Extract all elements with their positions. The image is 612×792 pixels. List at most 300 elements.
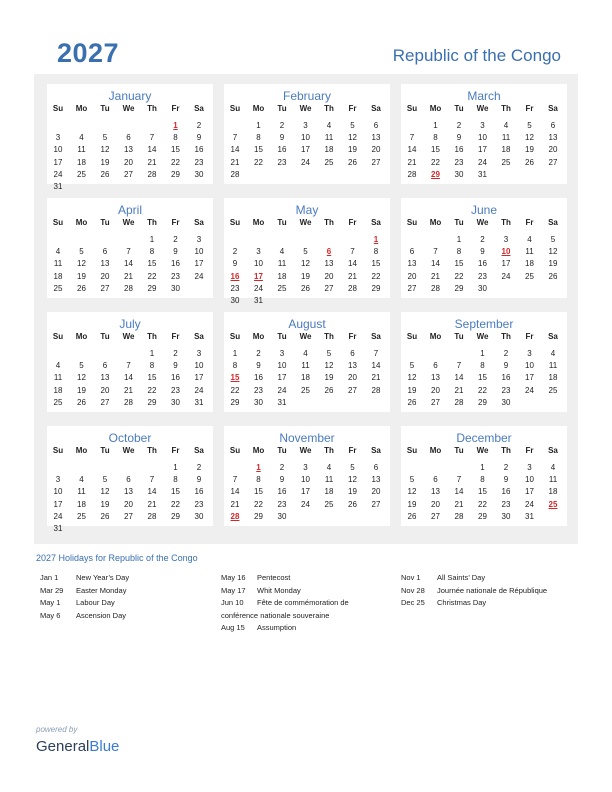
month-name: November [279,431,335,445]
weekday-label: Su [52,218,64,227]
calendar-day: 2 [196,463,202,472]
calendar-day: 6 [102,361,108,371]
month-july [47,312,213,412]
calendar-day: 23 [454,157,464,167]
holiday-entry [221,598,396,611]
weekday-label: Tu [454,104,464,113]
calendar-day: 3 [480,121,485,130]
calendar-day: 29 [230,397,240,407]
calendar-day: 26 [525,157,534,167]
month-name: February [282,89,332,103]
calendar-day: 8 [173,475,178,485]
country-name: Republic of the Congo [392,46,561,65]
weekday-label: Mo [75,104,88,113]
weekday-label: Su [229,446,241,455]
weekday-header [224,332,390,344]
generalblue-logo[interactable] [36,738,119,755]
weekday-label: Tu [454,218,464,227]
holidays-title: 2027 Holidays for Republic of the Congo [36,553,198,563]
weekday-label: Fr [171,104,180,113]
calendar-day: 1 [149,235,155,244]
month-name: July [119,317,141,331]
calendar-day: 28 [124,397,133,407]
calendar-day: 31 [53,524,63,533]
calendar-day: 14 [407,145,417,155]
weekday-label: Su [52,104,64,113]
calendar-day: 16 [194,487,204,497]
calendar-day: 3 [303,121,308,130]
calendar-day: 27 [431,511,440,521]
calendar-day: 21 [147,499,157,509]
calendar-day: 19 [548,259,558,269]
calendar-day: 15 [171,487,180,497]
weekday-label: Mo [252,332,265,341]
calendar-day: 9 [196,475,202,485]
holiday-date: 6 [326,247,332,257]
holiday-date-label: May 17 [221,585,246,595]
powered-by-text: powered by [36,725,78,734]
calendar-day: 30 [171,397,180,407]
calendar-day: 24 [301,499,310,509]
weekday-label: Th [147,332,157,341]
calendar-day: 11 [77,487,86,497]
calendar-day: 24 [525,499,534,509]
calendar-day: 21 [124,271,133,281]
calendar-day: 12 [77,259,86,269]
calendar-day: 20 [548,145,558,155]
calendar-day: 24 [194,385,204,395]
calendar-day: 26 [77,397,86,407]
calendar-day: 27 [371,499,381,509]
weekday-header [47,104,213,116]
calendar-day: 11 [301,361,310,371]
calendar-day: 24 [301,157,310,167]
calendar-day: 27 [100,283,110,293]
calendar-day: 28 [454,397,464,407]
calendar-day: 1 [480,463,485,472]
holiday-date-label: Aug 15 [221,623,245,632]
holiday-date: 25 [548,499,558,509]
holiday-name: Christmas Day [437,598,487,607]
month-name: October [108,431,152,445]
calendar-day: 4 [527,235,532,244]
month-name: June [470,203,498,217]
weekday-header [47,332,213,344]
calendar-day: 30 [171,283,180,293]
calendar-day: 24 [194,271,204,281]
weekday-header [47,218,213,230]
weekday-label: Th [501,218,511,227]
calendar-day: 12 [324,361,334,371]
holiday-name: Labour Day [76,598,115,607]
calendar-day: 2 [279,121,285,130]
holiday-list-column [221,573,396,636]
calendar-day: 3 [196,235,202,244]
calendar-day: 13 [431,373,440,383]
month-august [224,312,390,412]
weekday-label: Mo [429,218,442,227]
calendar-day: 12 [407,487,417,497]
holiday-name: Ascension Day [76,610,127,620]
calendar-day: 7 [350,247,355,257]
calendar-day: 25 [324,499,334,509]
calendar-day: 8 [232,361,238,371]
holiday-date: 17 [254,271,263,281]
calendar-day: 8 [480,361,485,371]
holiday-name: Assumption [257,623,297,632]
calendar-day: 9 [173,247,178,257]
calendar-day: 23 [230,283,240,293]
calendar-day: 30 [277,511,287,521]
calendar-day: 21 [230,499,240,509]
calendar-day: 23 [171,385,180,395]
calendar-day: 13 [124,487,133,497]
calendar-day: 30 [501,397,511,407]
weekday-label: Th [501,104,511,113]
weekday-header [401,218,567,230]
calendar-day: 12 [348,475,357,485]
calendar-day: 12 [348,133,357,143]
calendar-year: 2027 [57,38,120,68]
calendar-day: 5 [350,121,355,130]
weekday-label: We [476,218,489,227]
weekday-label: Su [52,446,64,455]
holiday-entry [40,611,215,624]
calendar-day: 8 [256,475,261,485]
calendar-day: 23 [277,157,287,167]
calendar-day: 6 [433,475,438,485]
calendar-day: 12 [301,259,310,269]
holiday-entry [221,573,396,586]
calendar-day: 30 [254,397,263,407]
weekday-label: Sa [548,104,558,113]
calendar-day: 22 [254,157,263,167]
calendar-day: 6 [409,247,415,257]
weekday-label: Su [52,332,64,341]
month-december [401,426,567,526]
calendar-day: 1 [173,463,178,472]
calendar-day: 4 [55,361,61,371]
weekday-label: Fr [348,332,357,341]
calendar-day: 10 [254,259,263,269]
calendar-day: 11 [548,361,558,371]
calendar-day: 13 [371,133,381,143]
calendar-day: 15 [431,145,440,155]
calendar-day: 18 [548,487,558,497]
holiday-entry [40,573,215,586]
calendar-day: 3 [196,349,202,358]
calendar-day: 15 [147,373,157,383]
calendar-day: 23 [254,385,263,395]
calendar-day: 27 [407,283,417,293]
calendar-day: 11 [277,259,287,269]
calendar-day: 18 [324,145,334,155]
calendar-day: 29 [147,283,157,293]
calendar-day: 13 [100,259,110,269]
weekday-label: Fr [348,218,357,227]
weekday-label: Mo [429,104,442,113]
calendar-day: 29 [454,283,464,293]
calendar-day: 19 [100,499,110,509]
calendar-day: 12 [77,373,86,383]
calendar-day: 16 [254,373,263,383]
calendar-day: 15 [478,487,487,497]
weekday-header [401,104,567,116]
calendar-day: 21 [407,157,417,167]
weekday-label: Sa [194,218,204,227]
calendar-day: 29 [371,283,381,293]
holiday-name: Journée nationale de République [437,585,548,595]
calendar-day: 19 [324,373,334,383]
calendar-day: 12 [100,145,110,155]
calendar-day: 18 [324,487,334,497]
calendar-day: 27 [348,385,357,395]
calendar-day: 6 [433,361,438,371]
calendar-day: 10 [194,361,204,371]
calendar-day: 14 [348,259,357,269]
calendar-day: 31 [194,397,204,407]
holiday-date-label: Mar 29 [40,585,64,595]
calendar-day: 18 [277,271,287,281]
calendar-day: 28 [348,283,357,293]
month-name: January [108,89,152,103]
calendar-day: 28 [230,169,240,179]
weekday-label: Fr [525,218,534,227]
calendar-day: 14 [147,145,157,155]
calendar-day: 17 [53,157,63,167]
weekday-label: Fr [171,446,180,455]
calendar-day: 3 [256,247,261,257]
calendar-day: 17 [301,145,310,155]
calendar-day: 20 [124,499,133,509]
calendar-day: 4 [303,349,308,358]
calendar-day: 11 [525,247,534,257]
calendar-day: 26 [348,157,357,167]
calendar-day: 12 [548,247,558,257]
calendar-day: 30 [454,169,464,179]
calendar-day: 10 [301,475,310,485]
calendar-day: 8 [256,133,261,143]
calendar-day: 25 [53,283,63,293]
weekday-header [224,104,390,116]
holiday-date: 29 [431,169,440,179]
calendar-day: 11 [501,133,511,143]
calendar-day: 31 [525,511,534,521]
calendar-day: 20 [431,385,440,395]
weekday-label: Th [147,104,157,113]
calendar-day: 10 [53,487,63,497]
weekday-label: Sa [371,446,381,455]
calendar-day: 15 [254,145,263,155]
weekday-label: Sa [194,446,204,455]
weekday-label: Sa [548,332,558,341]
weekday-header [401,446,567,458]
calendar-day: 22 [454,271,464,281]
calendar-day: 31 [53,182,63,191]
calendar-day: 9 [503,361,509,371]
calendar-day: 25 [525,271,534,281]
calendar-day: 28 [454,511,464,521]
calendar-day: 24 [277,385,287,395]
calendar-day: 2 [173,235,178,244]
holiday-list-column [401,573,581,611]
holiday-date: 28 [230,511,240,521]
weekday-label: Tu [100,332,110,341]
calendar-day: 11 [324,475,334,485]
calendar-day: 5 [102,133,108,143]
calendar-day: 28 [407,169,417,179]
calendar-day: 10 [525,475,534,485]
calendar-day: 12 [525,133,534,143]
holiday-date-label: Jan 1 [40,573,59,582]
calendar-day: 16 [501,373,511,383]
calendar-day: 25 [77,169,86,179]
calendar-day: 13 [548,133,558,143]
calendar-day: 9 [173,361,178,371]
weekday-label: We [299,446,312,455]
calendar-day: 14 [371,361,381,371]
calendar-day: 5 [303,247,308,257]
holiday-date-label: May 6 [40,610,61,620]
calendar-day: 7 [373,349,379,358]
calendar-day: 19 [77,271,86,281]
calendar-day: 19 [77,385,86,395]
calendar-day: 5 [409,475,415,485]
calendar-day: 20 [100,385,110,395]
weekday-label: Mo [75,446,88,455]
month-name: September [454,317,514,331]
weekday-label: Th [324,446,334,455]
weekday-label: Sa [548,446,558,455]
calendar-day: 16 [277,487,287,497]
calendar-day: 17 [194,259,204,269]
calendar-day: 21 [454,499,464,509]
calendar-day: 6 [550,121,556,130]
calendar-day: 24 [478,157,487,167]
calendar-day: 17 [501,259,511,269]
calendar-day: 10 [525,361,534,371]
calendar-day: 14 [124,373,133,383]
calendar-day: 1 [456,235,462,244]
weekday-label: Sa [548,218,558,227]
calendar-day: 25 [277,283,287,293]
calendar-day: 13 [324,259,334,269]
weekday-label: We [122,104,135,113]
calendar-day: 11 [324,133,334,143]
holiday-entry [401,573,581,586]
calendar-day: 26 [407,397,417,407]
weekday-label: We [299,218,312,227]
calendar-day: 14 [454,373,464,383]
calendar-day: 4 [550,349,556,358]
calendar-day: 10 [301,133,310,143]
calendar-day: 16 [194,145,204,155]
calendar-day: 2 [456,121,462,130]
calendar-day: 29 [254,511,263,521]
calendar-day: 30 [478,283,487,293]
calendar-day: 14 [230,487,240,497]
calendar-day: 17 [525,487,534,497]
calendar-day: 28 [431,283,440,293]
calendar-day: 5 [409,361,415,371]
calendar-day: 20 [431,499,440,509]
calendar-day: 4 [79,475,84,485]
calendar-day: 4 [326,463,332,472]
calendar-day: 23 [501,499,511,509]
calendar-day: 10 [194,247,204,257]
weekday-label: Fr [348,104,357,113]
calendar-day: 19 [407,499,417,509]
calendar-day: 15 [371,259,381,269]
calendar-day: 15 [147,259,157,269]
calendar-day: 13 [124,145,133,155]
holiday-date: 10 [501,247,511,257]
calendar-day: 26 [100,169,110,179]
holiday-name: conférence nationale souveraine [221,610,330,620]
calendar-day: 18 [548,373,558,383]
calendar-day: 24 [53,169,63,179]
calendar-day: 13 [407,259,417,269]
weekday-header [401,332,567,344]
weekday-label: Su [406,332,418,341]
calendar-day: 13 [348,361,357,371]
weekday-label: Su [229,218,241,227]
calendar-day: 25 [301,385,310,395]
calendar-day: 18 [301,373,310,383]
month-name: March [467,89,501,103]
weekday-label: Mo [252,446,265,455]
calendar-day: 7 [456,475,462,485]
calendar-day: 31 [277,397,287,407]
calendar-day: 30 [194,169,204,179]
weekday-label: Tu [277,332,287,341]
calendar-day: 16 [454,145,464,155]
calendar-day: 14 [454,487,464,497]
calendar-day: 2 [196,121,202,130]
calendar-day: 3 [303,463,308,472]
month-name: April [117,203,142,217]
holiday-date: 1 [173,121,178,130]
calendar-day: 1 [232,349,238,358]
calendar-day: 7 [433,247,438,257]
holiday-date: 15 [230,373,240,383]
weekday-label: Sa [194,104,204,113]
holiday-entry [221,586,396,599]
calendar-day: 16 [277,145,287,155]
holiday-name: Easter Monday [76,585,127,595]
holiday-entry [401,598,581,611]
calendar-day: 20 [324,271,334,281]
calendar-day: 11 [548,475,558,485]
calendar-day: 11 [53,373,63,383]
calendar-day: 18 [77,157,86,167]
calendar-day: 20 [371,487,381,497]
calendar-day: 16 [171,259,180,269]
calendar-grid [34,74,578,544]
calendar-day: 20 [371,145,381,155]
calendar-day: 7 [126,247,131,257]
calendar-day: 29 [147,397,157,407]
holiday-date-label: May 1 [40,598,61,607]
calendar-day: 17 [194,373,204,383]
calendar-day: 19 [348,487,357,497]
holiday-date-label: Dec 25 [401,598,425,607]
calendar-day: 5 [527,121,532,130]
holiday-date-label: May 16 [221,573,246,582]
calendar-day: 5 [102,475,108,485]
calendar-day: 27 [324,283,334,293]
calendar-day: 26 [301,283,310,293]
